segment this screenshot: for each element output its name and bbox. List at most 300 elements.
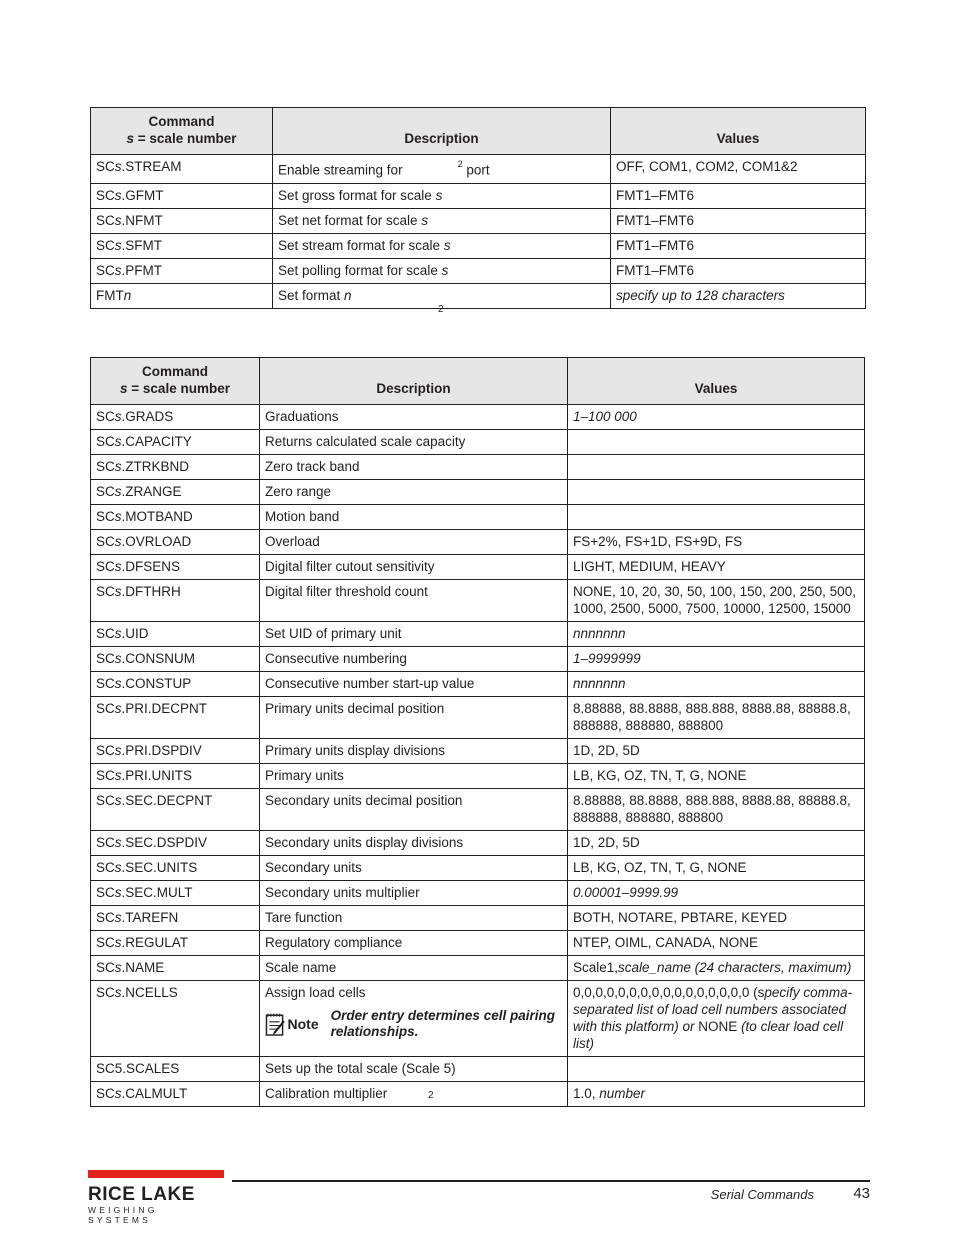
values-cell (568, 530, 865, 555)
description-text: Set net format for scale (278, 212, 422, 228)
command-variable: s (114, 559, 122, 574)
table-row (91, 530, 865, 555)
values-cell (568, 580, 865, 622)
table-row (91, 208, 866, 233)
command-variable: s (114, 860, 122, 875)
footer-section-title: Serial Commands (710, 1187, 814, 1202)
description-cell (260, 906, 568, 931)
command-variable: s (114, 484, 122, 499)
value-text: NONE, 10, 20, 30, 50, 100, 150, 200, 250, 500, 1000, 2500, 5000, 7500, 10000, 12500, 15000 (573, 584, 856, 616)
values-cell (611, 258, 866, 283)
table-row (91, 622, 865, 647)
command-variable: s (114, 935, 122, 950)
command-prefix: SC (96, 626, 115, 641)
command-variable: s (114, 793, 122, 808)
value-text: BOTH, NOTARE, PBTARE, KEYED (573, 910, 788, 925)
command-suffix: .SEC.DSPDIV (121, 835, 208, 850)
table-row (91, 789, 865, 831)
command-prefix: SC (96, 534, 115, 549)
description-text: Primary units decimal position (265, 701, 445, 716)
command-cell (91, 672, 260, 697)
description-cell (260, 580, 568, 622)
command-prefix: SC (96, 985, 115, 1000)
description-cell (273, 233, 611, 258)
command-column-header (91, 108, 273, 155)
description-variable: s (421, 212, 429, 228)
command-cell (91, 831, 260, 856)
value-text: specify up to 128 characters (616, 287, 785, 303)
command-header-label: Command (148, 114, 215, 129)
table-row (91, 405, 865, 430)
description-text: Zero track band (265, 459, 360, 474)
table-row (91, 430, 865, 455)
command-variable: s (114, 701, 122, 716)
command-prefix: SC (96, 434, 115, 449)
footnote-ref: 2 (457, 159, 463, 169)
command-prefix: SC (96, 768, 115, 783)
table-row (91, 258, 866, 283)
command-variable: s (114, 985, 122, 1000)
command-cell (91, 233, 273, 258)
command-suffix: .SEC.DECPNT (121, 793, 213, 808)
command-cell (91, 856, 260, 881)
command-suffix: .PRI.DECPNT (121, 701, 208, 716)
command-suffix: .GRADS (121, 409, 174, 424)
value-part: number (599, 1086, 646, 1101)
command-suffix: .OVRLOAD (121, 534, 192, 549)
command-prefix: SC (96, 910, 115, 925)
value-text: LB, KG, OZ, TN, T, G, NONE (573, 768, 747, 783)
command-variable: s (114, 910, 122, 925)
description-cell (260, 981, 568, 1057)
description-variable: s (435, 187, 443, 203)
values-column-header: Values (568, 358, 865, 405)
command-prefix: SC (96, 935, 115, 950)
command-variable: s (114, 409, 122, 424)
table-row (91, 831, 865, 856)
table-row (91, 155, 866, 184)
values-cell (568, 647, 865, 672)
description-cell (260, 764, 568, 789)
command-cell (91, 530, 260, 555)
command-suffix: .REGULAT (121, 935, 189, 950)
table-row (91, 647, 865, 672)
note-text: Order entry determines cell pairing relationships. (330, 1008, 555, 1039)
values-cell (568, 831, 865, 856)
value-text: 1D, 2D, 5D (573, 743, 640, 758)
value-text: nnnnnnn (573, 676, 626, 691)
values-cell (568, 455, 865, 480)
values-cell (611, 208, 866, 233)
description-cell (260, 931, 568, 956)
command-suffix: .ZTRKBND (121, 459, 190, 474)
value-text: FMT1–FMT6 (616, 237, 695, 253)
command-variable: s (114, 434, 122, 449)
command-variable: s (114, 768, 122, 783)
value-text: 1D, 2D, 5D (573, 835, 640, 850)
command-variable: s (114, 187, 122, 203)
table-row (91, 856, 865, 881)
values-cell (568, 789, 865, 831)
description-variable: s (443, 237, 451, 253)
command-header-sublabel (96, 380, 254, 397)
command-prefix: SC (96, 1086, 115, 1101)
note-label: Note (287, 1015, 319, 1032)
table2-footnote: 2 (428, 1090, 434, 1101)
description-text: Consecutive number start-up value (265, 676, 475, 691)
command-prefix: SC (96, 701, 115, 716)
command-suffix: .DFTHRH (121, 584, 181, 599)
command-prefix: SC (96, 509, 115, 524)
values-cell (568, 956, 865, 981)
values-cell (568, 881, 865, 906)
description-cell (260, 956, 568, 981)
description-text: Set UID of primary unit (265, 626, 402, 641)
description-text: Tare function (265, 910, 343, 925)
table-row (91, 981, 865, 1057)
command-suffix: .GFMT (121, 187, 164, 203)
command-cell (91, 931, 260, 956)
command-variable: s (114, 262, 122, 278)
command-prefix: SC (96, 262, 115, 278)
description-after: port (466, 162, 490, 178)
command-suffix: .PRI.DSPDIV (121, 743, 202, 758)
values-cell (611, 183, 866, 208)
value-text: FMT1–FMT6 (616, 187, 695, 203)
command-prefix: SC (96, 793, 115, 808)
table-row (91, 881, 865, 906)
command-prefix: SC (96, 484, 115, 499)
command-suffix: .ZRANGE (121, 484, 182, 499)
description-text: Set gross format for scale (278, 187, 436, 203)
value-text: FS+2%, FS+1D, FS+9D, FS (573, 534, 743, 549)
values-cell (568, 505, 865, 530)
logo-stripe-icon (88, 1170, 224, 1178)
table-row (91, 956, 865, 981)
values-cell (568, 430, 865, 455)
command-suffix: .UID (121, 626, 149, 641)
description-text: Scale name (265, 960, 337, 975)
value-text: NTEP, OIML, CANADA, NONE (573, 935, 759, 950)
description-cell (273, 208, 611, 233)
command-header-sublabel (96, 130, 267, 147)
description-cell (260, 430, 568, 455)
value-text: 0.00001–9999.99 (573, 885, 679, 900)
value-part: or (682, 1019, 699, 1034)
command-cell (91, 183, 273, 208)
command-cell (91, 647, 260, 672)
command-prefix: SC (96, 743, 115, 758)
command-prefix: SC (96, 860, 115, 875)
value-text: 1–9999999 (573, 651, 641, 666)
command-cell (91, 697, 260, 739)
description-text: Set format (278, 287, 345, 303)
command-prefix: SC (96, 651, 115, 666)
command-cell (91, 455, 260, 480)
command-prefix: SC (96, 835, 115, 850)
command-cell (91, 405, 260, 430)
command-cell (91, 430, 260, 455)
description-text: Primary units display divisions (265, 743, 446, 758)
values-cell (611, 283, 866, 308)
command-variable: s (114, 1086, 122, 1101)
command-header-label: Command (141, 364, 208, 379)
note-box (265, 1007, 562, 1041)
command-cell (91, 1057, 260, 1082)
command-cell (91, 881, 260, 906)
description-column-header: Description (273, 108, 611, 155)
description-cell (273, 183, 611, 208)
value-text: FMT1–FMT6 (616, 212, 695, 228)
values-cell (611, 233, 866, 258)
command-cell (91, 981, 260, 1057)
table-row (91, 739, 865, 764)
scale-variable: s (120, 381, 128, 396)
description-text: Secondary units display divisions (265, 835, 464, 850)
description-text: Zero range (265, 484, 332, 499)
description-variable: n (344, 287, 352, 303)
command-column-header (91, 358, 260, 405)
command-variable: s (114, 626, 122, 641)
value-part: 0,0,0,0,0,0,0,0,0,0,0,0,0,0,0,0 (s (573, 985, 765, 1000)
values-cell (568, 1057, 865, 1082)
values-cell (611, 155, 866, 184)
scale-variable: s (126, 131, 135, 146)
value-text: LB, KG, OZ, TN, T, G, NONE (573, 860, 747, 875)
command-prefix: SC5.SCALES (96, 1061, 180, 1076)
page-number: 43 (853, 1185, 870, 1202)
table-row (91, 233, 866, 258)
description-cell (260, 480, 568, 505)
table-row (91, 455, 865, 480)
command-prefix: FMT (96, 287, 124, 303)
command-cell (91, 505, 260, 530)
description-cell (260, 530, 568, 555)
command-variable: s (114, 835, 122, 850)
table-row (91, 931, 865, 956)
value-part: 1.0, (573, 1086, 600, 1101)
footer-rule (232, 1180, 870, 1182)
description-text: Enable streaming for (278, 162, 403, 178)
command-cell (91, 622, 260, 647)
values-cell (568, 555, 865, 580)
table-row (91, 1057, 865, 1082)
rice-lake-logo (88, 1166, 224, 1225)
command-prefix: SC (96, 409, 115, 424)
command-variable: s (114, 676, 122, 691)
description-text: Primary units (265, 768, 344, 783)
command-suffix: .CAPACITY (121, 434, 192, 449)
description-cell (260, 789, 568, 831)
description-cell (260, 881, 568, 906)
description-cell (260, 505, 568, 530)
value-part: NONE (698, 1019, 742, 1034)
command-suffix: .PRI.UNITS (121, 768, 193, 783)
command-suffix: .DFSENS (121, 559, 181, 574)
command-cell (91, 956, 260, 981)
value-part: pecify comma-separated list of load cell numbers associated with this platform) (573, 985, 853, 1034)
description-text: Secondary units decimal position (265, 793, 463, 808)
scale-variable-desc: = scale number (134, 131, 237, 146)
command-cell (91, 764, 260, 789)
values-cell (568, 764, 865, 789)
command-prefix: SC (96, 459, 115, 474)
table-row (91, 480, 865, 505)
command-prefix: SC (96, 584, 115, 599)
note-pad-icon (265, 1007, 286, 1041)
description-variable: s (441, 262, 449, 278)
command-variable: s (114, 534, 122, 549)
command-cell (91, 258, 273, 283)
command-cell (91, 155, 273, 184)
description-cell (260, 1082, 568, 1107)
description-text: Digital filter cutout sensitivity (265, 559, 435, 574)
description-text: Calibration multiplier (265, 1086, 388, 1101)
command-cell (91, 283, 273, 308)
command-suffix: .NAME (121, 960, 165, 975)
value-part: (to clear load cell list) (573, 1019, 844, 1051)
description-text: Set polling format for scale (278, 262, 442, 278)
value-text: 8.88888, 88.8888, 888.888, 8888.88, 88888.8, 888888, 888880, 888800 (573, 793, 851, 825)
description-text: Motion band (265, 509, 340, 524)
description-text: Digital filter threshold count (265, 584, 428, 599)
command-cell (91, 906, 260, 931)
command-prefix: SC (96, 159, 115, 174)
command-cell (91, 739, 260, 764)
command-variable: s (114, 237, 122, 253)
command-suffix: .CONSNUM (121, 651, 196, 666)
values-cell (568, 931, 865, 956)
description-text: Secondary units multiplier (265, 885, 420, 900)
table-row (91, 580, 865, 622)
command-cell (91, 1082, 260, 1107)
command-cell (91, 555, 260, 580)
scale-format-commands-table (90, 107, 866, 309)
command-cell (91, 580, 260, 622)
table-row (91, 697, 865, 739)
table-row (91, 505, 865, 530)
values-cell (568, 697, 865, 739)
value-text: FMT1–FMT6 (616, 262, 695, 278)
command-suffix: .NCELLS (121, 985, 178, 1000)
description-column-header: Description (260, 358, 568, 405)
command-prefix: SC (96, 187, 115, 203)
command-variable: s (114, 743, 122, 758)
table-row (91, 283, 866, 308)
command-suffix: .MOTBAND (121, 509, 193, 524)
command-suffix: .SFMT (121, 237, 163, 253)
value-text: 1–100 000 (573, 409, 637, 424)
description-cell (260, 739, 568, 764)
description-cell (260, 856, 568, 881)
command-suffix: .CONSTUP (121, 676, 192, 691)
table-row (91, 764, 865, 789)
command-variable: s (114, 459, 122, 474)
command-prefix: SC (96, 676, 115, 691)
description-cell (260, 1057, 568, 1082)
description-text: Set stream format for scale (278, 237, 444, 253)
table-row (91, 906, 865, 931)
command-variable: s (114, 159, 122, 174)
command-cell (91, 789, 260, 831)
logo-sub-text: WEIGHING SYSTEMS (88, 1205, 158, 1225)
command-prefix: SC (96, 885, 115, 900)
values-cell (568, 480, 865, 505)
scale-config-commands-table (90, 357, 865, 1107)
table-row (91, 1082, 865, 1107)
command-suffix: .TAREFN (121, 910, 179, 925)
command-prefix: SC (96, 237, 115, 253)
description-text: Assign load cells (265, 985, 366, 1000)
values-cell (568, 672, 865, 697)
description-text: Returns calculated scale capacity (265, 434, 466, 449)
command-variable: s (114, 885, 122, 900)
command-suffix: .SEC.MULT (121, 885, 193, 900)
description-cell (260, 697, 568, 739)
table-row (91, 672, 865, 697)
description-cell (260, 555, 568, 580)
command-cell (91, 480, 260, 505)
values-cell (568, 906, 865, 931)
value-part: scale_name (24 characters, maximum) (618, 960, 852, 975)
command-variable: s (114, 960, 122, 975)
logo-main-text: RICE LAKE (88, 1184, 195, 1205)
command-variable: s (114, 651, 122, 666)
value-text: OFF, COM1, COM2, COM1&2 (616, 159, 798, 174)
command-variable: s (114, 509, 122, 524)
description-cell (273, 155, 611, 184)
table-row (91, 555, 865, 580)
command-variable: s (114, 584, 122, 599)
values-cell (568, 405, 865, 430)
value-text: nnnnnnn (573, 626, 626, 641)
command-suffix: .NFMT (121, 212, 163, 228)
description-text: Sets up the total scale (Scale 5) (265, 1061, 456, 1076)
table-header-row (91, 108, 866, 155)
command-suffix: .PFMT (121, 262, 163, 278)
description-cell (260, 647, 568, 672)
table-header-row (91, 358, 865, 405)
value-text: 8.88888, 88.8888, 888.888, 8888.88, 88888.8, 888888, 888880, 888800 (573, 701, 851, 733)
description-text: Regulatory compliance (265, 935, 403, 950)
command-suffix: .SEC.UNITS (121, 860, 198, 875)
description-cell (260, 831, 568, 856)
value-text: LIGHT, MEDIUM, HEAVY (573, 559, 726, 574)
command-prefix: SC (96, 960, 115, 975)
command-suffix: .STREAM (121, 159, 182, 174)
description-cell (260, 672, 568, 697)
command-cell (91, 208, 273, 233)
values-cell (568, 856, 865, 881)
values-cell (568, 739, 865, 764)
description-cell (260, 405, 568, 430)
description-text: Secondary units (265, 860, 362, 875)
description-text: Consecutive numbering (265, 651, 407, 666)
description-cell (260, 455, 568, 480)
command-variable: n (123, 287, 132, 303)
command-prefix: SC (96, 559, 115, 574)
values-cell (568, 1082, 865, 1107)
description-text: Graduations (265, 409, 339, 424)
table1-footnote: 2 (438, 304, 444, 315)
value-part: Scale1, (573, 960, 619, 975)
description-cell (273, 258, 611, 283)
command-prefix: SC (96, 212, 115, 228)
values-cell (568, 622, 865, 647)
values-cell (568, 981, 865, 1057)
description-text: Overload (265, 534, 320, 549)
command-suffix: .CALMULT (121, 1086, 188, 1101)
